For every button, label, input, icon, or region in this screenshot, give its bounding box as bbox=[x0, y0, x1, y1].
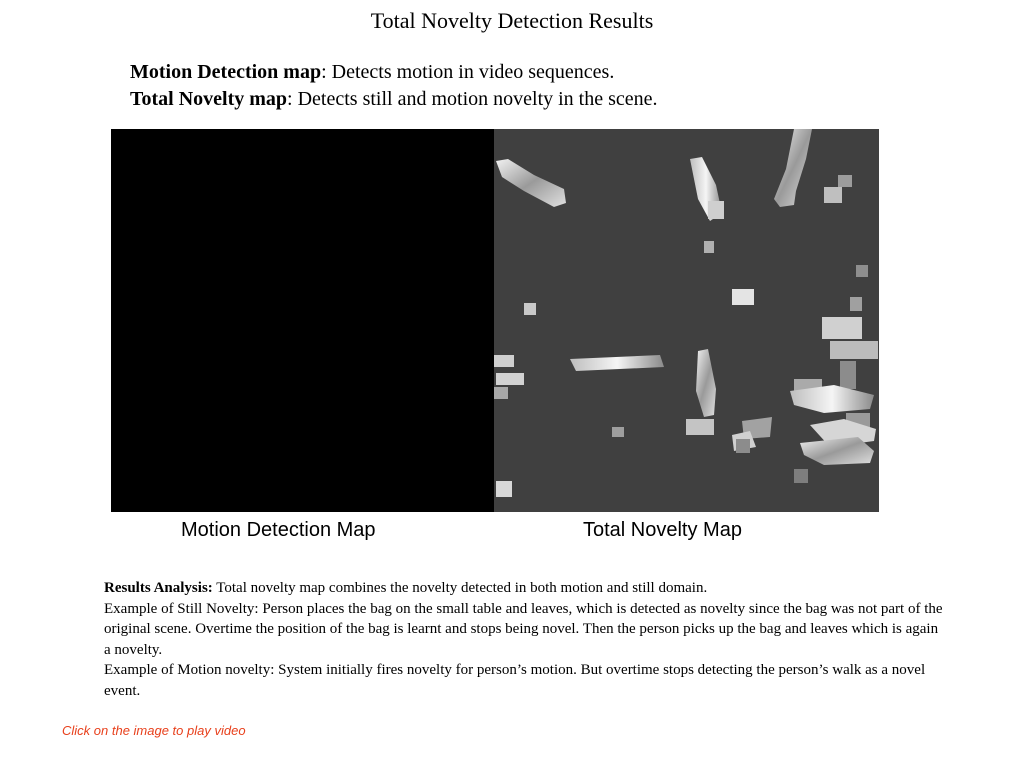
motion-detection-map-image bbox=[111, 129, 494, 512]
definitions bbox=[130, 59, 658, 113]
novelty-blobs bbox=[494, 129, 879, 512]
caption-motion-detection-map: Motion Detection Map bbox=[181, 519, 376, 541]
definition-text: : Detects motion in video sequences. bbox=[321, 61, 615, 83]
definition-term: Total Novelty map bbox=[130, 88, 288, 110]
analysis-motion-example: Example of Motion novelty: System initially fires novelty for person’s motion. But overtime stops detecting the person’s walk as a novel event. bbox=[104, 662, 926, 699]
definition-text: : Detects still and motion novelty in the scene. bbox=[287, 88, 658, 110]
results-analysis bbox=[104, 578, 944, 701]
total-novelty-map-image bbox=[494, 129, 879, 512]
video-player-image[interactable] bbox=[111, 129, 879, 512]
definition-motion bbox=[130, 59, 658, 86]
definition-term: Motion Detection map bbox=[130, 61, 322, 83]
play-video-hint[interactable]: Click on the image to play video bbox=[62, 723, 246, 738]
caption-total-novelty-map: Total Novelty Map bbox=[583, 519, 742, 541]
analysis-intro-text: Total novelty map combines the novelty detected in both motion and still domain. bbox=[212, 580, 708, 596]
definition-novelty bbox=[130, 86, 658, 113]
analysis-label: Results Analysis: bbox=[104, 580, 213, 596]
page-title: Total Novelty Detection Results bbox=[370, 8, 654, 33]
analysis-intro bbox=[104, 578, 944, 599]
analysis-still-example: Example of Still Novelty: Person places the bag on the small table and leaves, which is detected as novelty since the bag was not part of the original scene. Overtime the position of the bag is learnt and stops being novel. Then the person picks up the bag and leaves which is again a novelty. bbox=[104, 600, 943, 658]
